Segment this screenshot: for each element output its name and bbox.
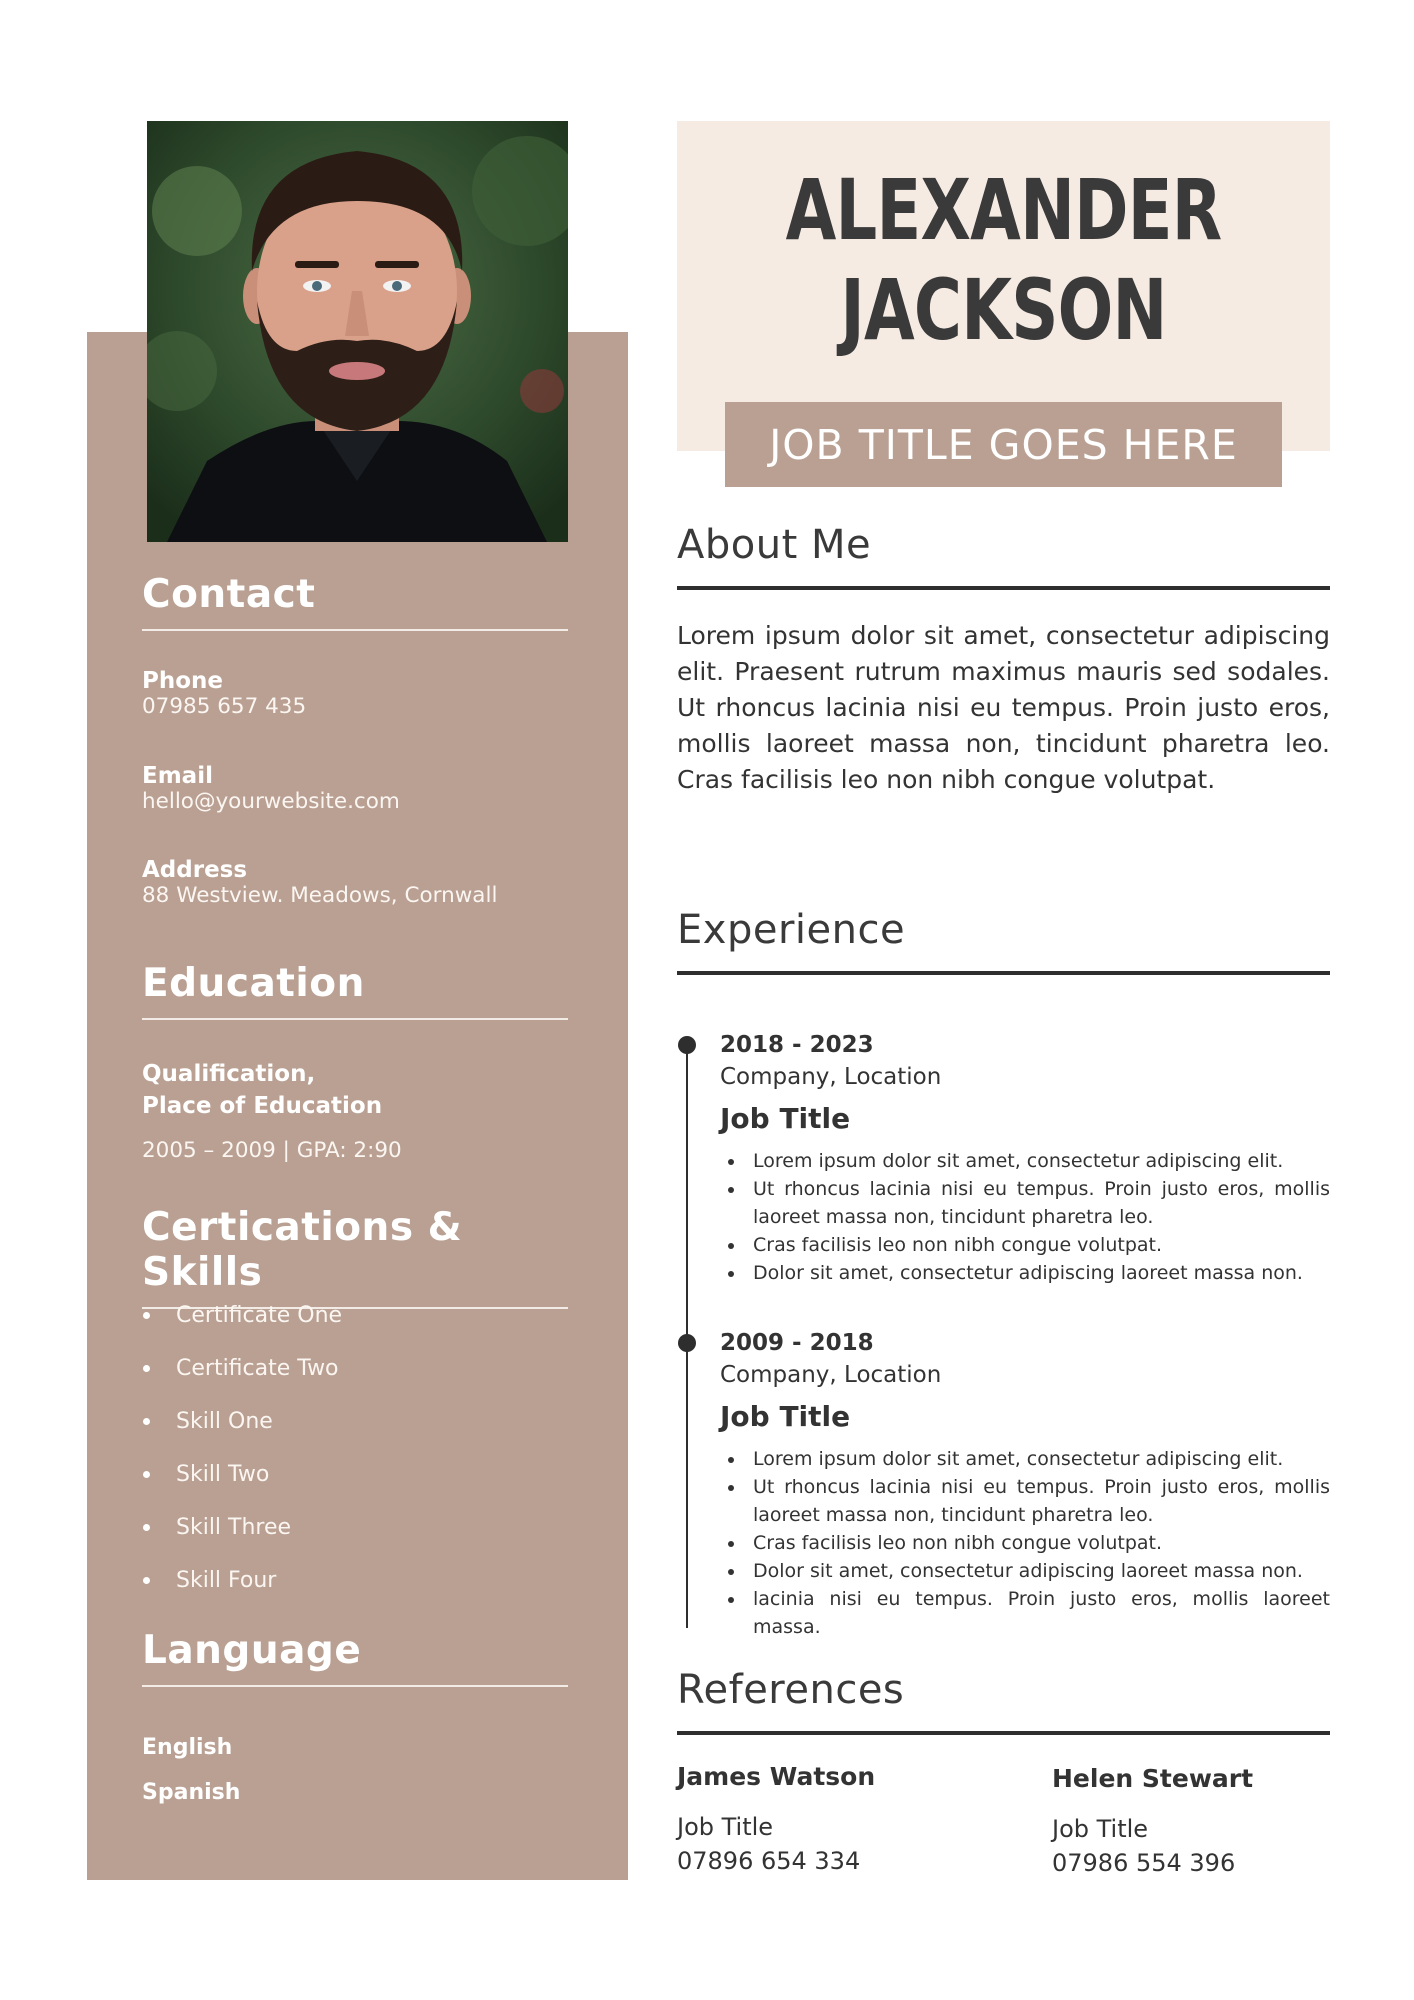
skill-item [142,1289,568,1342]
experience-bullet: Ut rhoncus lacinia nisi eu tempus. Proin justo eros, mollis laoreet massa non, tincidunt pharetra leo. [720,1175,1330,1231]
references-section [677,1667,1330,1735]
experience-section [677,907,1330,975]
job-title: JOB TITLE GOES HERE [769,420,1238,469]
references-divider [677,1731,1330,1735]
education-section [142,961,568,1020]
experience-years: 2009 - 2018 [720,1330,874,1356]
bullet-icon [143,1418,150,1425]
qualification-line1: Qualification, [142,1061,316,1087]
reference-name: James Watson [677,1762,876,1791]
portrait-illustration [147,121,568,542]
reference-title: Job Title [677,1813,774,1841]
experience-bullets [720,1147,1330,1287]
contact-heading: Contact [142,572,316,617]
experience-bullet: Lorem ipsum dolor sit amet, consectetur adipiscing elit. [720,1147,1330,1175]
email-value: hello@yourwebsite.com [142,789,400,814]
skill-item [142,1554,568,1607]
skill-label: Certificate One [176,1303,343,1328]
experience-bullet: Cras facilisis leo non nibh congue volutpat. [720,1231,1330,1259]
language-item: Spanish [142,1780,241,1805]
about-divider [677,586,1330,590]
experience-job-title: Job Title [720,1400,851,1433]
email-block [142,763,568,814]
about-body [677,618,1330,798]
skills-list [142,1289,568,1607]
bullet-icon [143,1312,150,1319]
bullet-icon [143,1524,150,1531]
reference-name: Helen Stewart [1052,1764,1254,1793]
experience-bullets [720,1445,1330,1641]
experience-bullet: Dolor sit amet, consectetur adipiscing laoreet massa non. [720,1259,1330,1287]
job-title-banner [725,402,1282,487]
reference-title: Job Title [1052,1815,1149,1843]
bullet-icon [143,1471,150,1478]
profile-photo [147,121,568,542]
experience-bullet: Cras facilisis leo non nibh congue volutpat. [720,1529,1330,1557]
skill-label: Skill Two [176,1462,270,1487]
bullet-icon [143,1577,150,1584]
experience-bullet: lacinia nisi eu tempus. Proin justo eros, mollis laoreet massa. [720,1585,1330,1641]
experience-company: Company, Location [720,1064,942,1090]
experience-years: 2018 - 2023 [720,1032,874,1058]
experience-job-title: Job Title [720,1102,851,1135]
education-heading: Education [142,961,365,1006]
reference-phone: 07896 654 334 [677,1847,861,1875]
experience-bullet: Lorem ipsum dolor sit amet, consectetur adipiscing elit. [720,1445,1330,1473]
skill-label: Skill Four [176,1568,277,1593]
language-item: English [142,1735,233,1760]
skills-heading: Certications & Skills [142,1205,463,1295]
timeline-dot [678,1334,696,1352]
address-block [142,857,568,908]
experience-heading: Experience [677,907,906,953]
language-heading: Language [142,1628,362,1673]
reference-card [1052,1764,1372,1877]
first-name: ALEXANDER [785,161,1222,259]
skill-item [142,1395,568,1448]
about-section [677,522,1330,590]
skill-label: Certificate Two [176,1356,339,1381]
language-section [142,1628,568,1687]
experience-bullet: Ut rhoncus lacinia nisi eu tempus. Proin justo eros, mollis laoreet massa non, tincidunt pharetra leo. [720,1473,1330,1529]
experience-entry [720,1330,1330,1641]
timeline-dot [678,1036,696,1054]
about-text: Lorem ipsum dolor sit amet, consectetur adipiscing elit. Praesent rutrum maximus mauris sed sodales. Ut rhoncus lacinia nisi eu tempus. Proin justo eros, mollis laoreet massa non, tincidunt pharetra leo. Cras facilisis leo non nibh congue volutpat. [677,621,1330,794]
education-dates: 2005 – 2009 | GPA: 2:90 [142,1138,402,1163]
language-divider [142,1685,568,1687]
full-name [749,160,1258,360]
experience-divider [677,971,1330,975]
reference-phone: 07986 554 396 [1052,1849,1236,1877]
about-heading: About Me [677,522,872,568]
phone-label: Phone [142,668,224,694]
email-label: Email [142,763,213,789]
experience-entry [720,1032,1330,1287]
skill-item [142,1501,568,1554]
language-list [142,1725,568,1815]
skill-label: Skill Three [176,1515,292,1540]
phone-block [142,668,568,719]
phone-value: 07985 657 435 [142,694,307,719]
address-label: Address [142,857,248,883]
skill-label: Skill One [176,1409,273,1434]
last-name: JACKSON [840,261,1167,359]
experience-bullet: Dolor sit amet, consectetur adipiscing laoreet massa non. [720,1557,1330,1585]
references-heading: References [677,1667,905,1713]
education-divider [142,1018,568,1020]
education-entry [142,1058,568,1163]
reference-card [677,1762,997,1875]
qualification-line2: Place of Education [142,1093,383,1119]
contact-divider [142,629,568,631]
contact-section [142,572,568,631]
skill-item [142,1342,568,1395]
skill-item [142,1448,568,1501]
bullet-icon [143,1365,150,1372]
address-value: 88 Westview. Meadows, Cornwall [142,883,498,908]
experience-company: Company, Location [720,1362,942,1388]
